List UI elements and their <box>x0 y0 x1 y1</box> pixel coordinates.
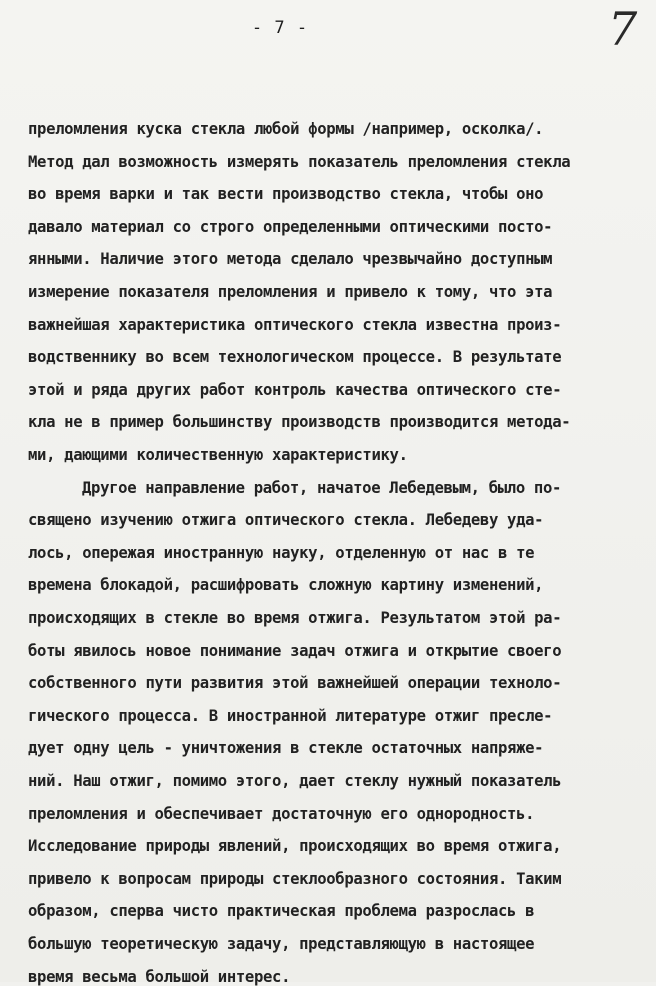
text-line: происходящих в стекле во время отжига. Результатом этой ра- <box>28 609 562 627</box>
text-line: большую теоретическую задачу, представляющую в настоящее <box>28 935 535 953</box>
text-line: во время варки и так вести производство стекла, чтобы оно <box>28 185 544 204</box>
text-line: водственнику во всем технологическом процессе. В результате <box>28 348 562 367</box>
text-line: Другое направление работ, начатое Лебедевым, было по- <box>82 478 562 497</box>
text-line: дует одну цель - уничтожения в стекле остаточных напряже- <box>28 739 544 758</box>
text-line: ми, дающими количественную характеристику. <box>28 446 408 464</box>
text-line: собственного пути развития этой важнейшей операции техноло- <box>28 674 562 693</box>
text-line: Исследование природы явлений, происходящих во время отжига, <box>28 837 562 856</box>
text-line: янными. Наличие этого метода сделало чрезвычайно доступным <box>28 250 553 269</box>
text-line: важнейшая характеристика оптического стекла известна произ- <box>28 315 562 334</box>
text-line: лось, опережая иностранную науку, отделенную от нас в те <box>28 543 535 562</box>
text-line: давало материал со строго определенными оптическими посто- <box>28 217 553 236</box>
text-line: преломления и обеспечивает достаточную его однородность. <box>28 804 535 823</box>
text-line: кла не в пример большинству производств производится метода- <box>28 413 571 432</box>
text-line: образом, сперва чисто практическая проблема разрослась в <box>28 902 535 921</box>
page-number: - 7 - <box>251 18 309 38</box>
text-line: преломления куска стекла любой формы /например, осколка/. <box>28 120 544 138</box>
text-line: гического процесса. В иностранной литературе отжиг преслe- <box>28 706 553 725</box>
text-line: боты явилось новое понимание задач отжига и открытие своего <box>28 641 562 660</box>
text-line: этой и ряда других работ контроль качества оптического сте- <box>28 380 562 399</box>
text-line: священо изучению отжига оптического стекла. Лебедеву уда- <box>28 511 544 530</box>
text-line: измерение показателя преломления и привело к тому, что эта <box>28 283 553 301</box>
handwritten-page-number: 7 <box>608 2 638 56</box>
text-line: времена блокадой, расшифровать сложную картину изменений, <box>28 576 544 595</box>
text-line: Метод дал возможность измерять показатель преломления стекла <box>28 152 571 171</box>
text-line: привело к вопросам природы стеклообразного состояния. Таким <box>28 869 562 888</box>
text-line: время весьма большой интерес. <box>28 967 291 986</box>
text-line: ний. Наш отжиг, помимо этого, дает стеклу нужный показатель <box>28 772 562 790</box>
